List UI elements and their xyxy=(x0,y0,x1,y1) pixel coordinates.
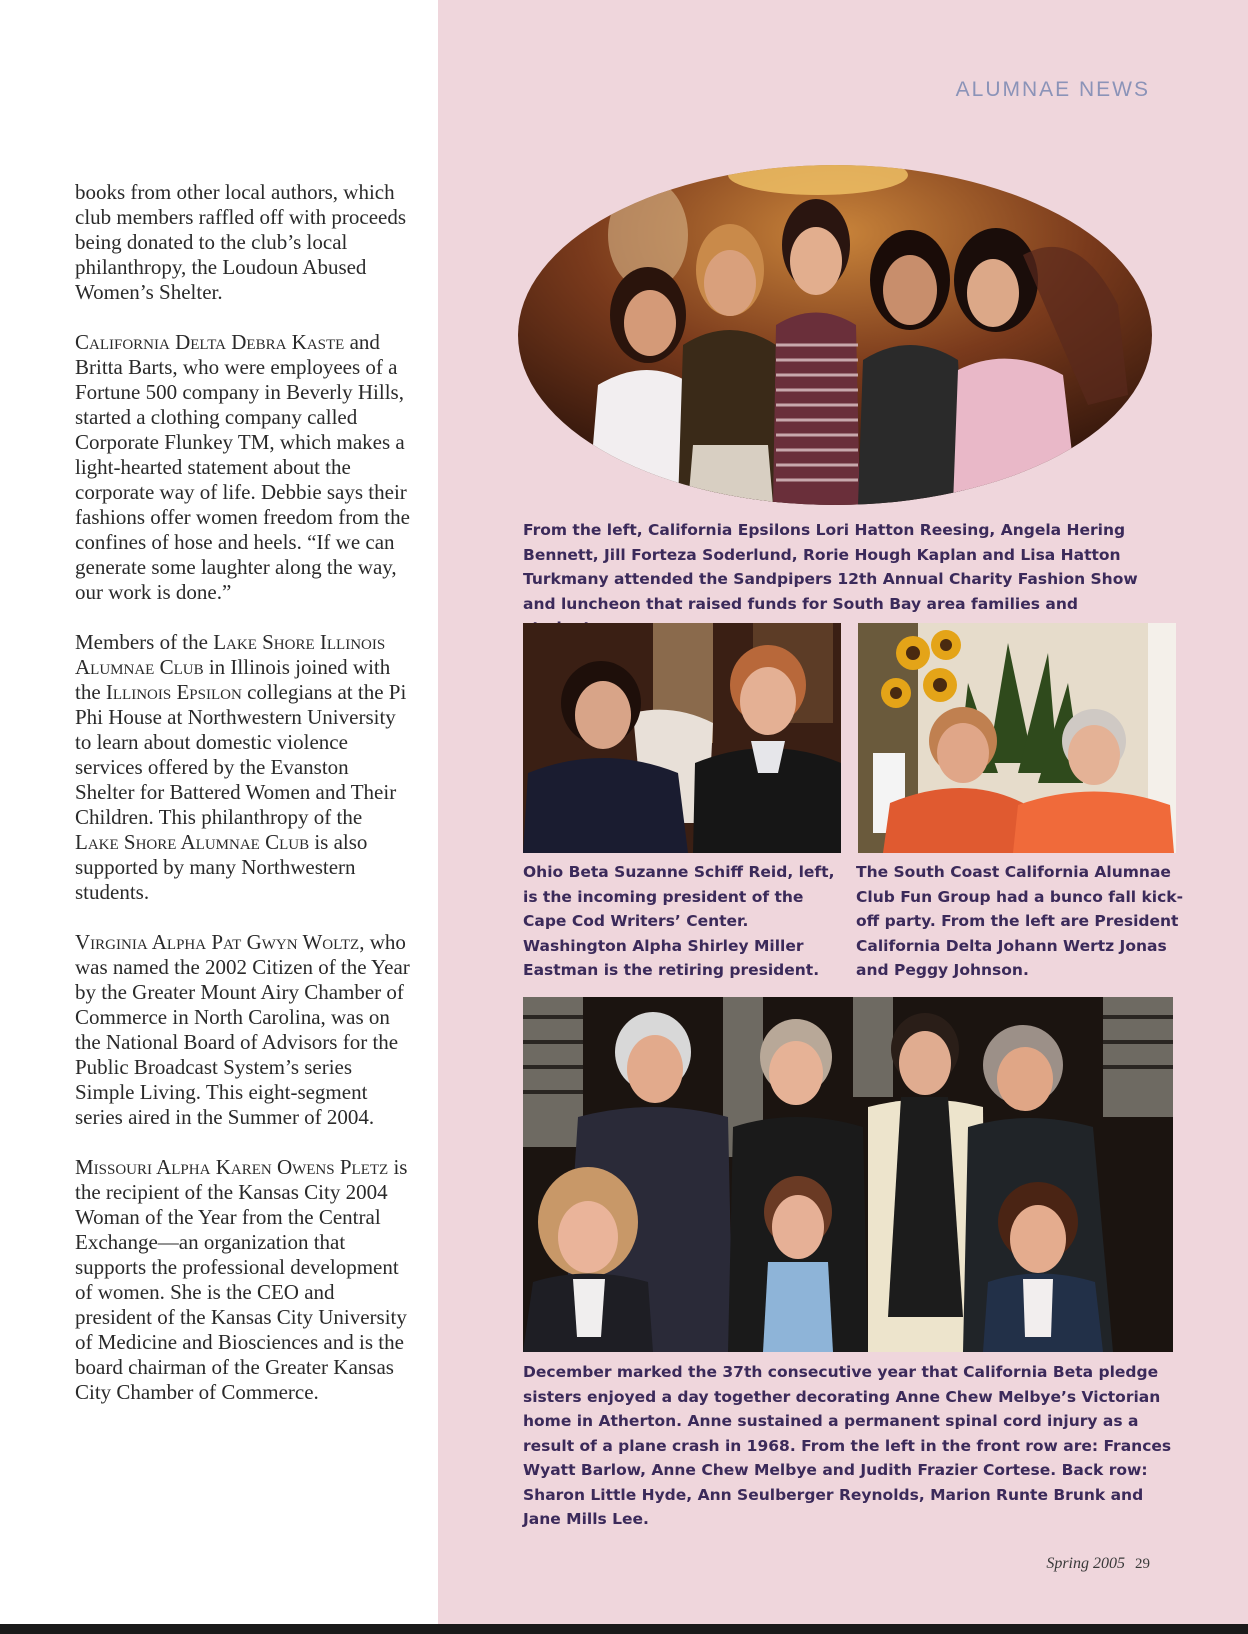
section-title: ALUMNAE NEWS xyxy=(955,78,1150,101)
paragraph-lake-shore: Members of the Lake Shore Illinois Alumnae Club in Illinois joined with the Illinois Epsilon collegians at the Pi Phi House at Northwestern University to learn about domestic violence services offered by the Evanston Shelter for Battered Women and Their Children. This philanthropy of the Lake Shore Alumnae Club is also supported by many Northwestern students. xyxy=(75,630,407,904)
photo-ohio-beta xyxy=(523,623,841,853)
caption-south-coast: The South Coast California Alumnae Club Fun Group had a bunco fall kick-off party. From the left are President California Delta Johann Wertz Jonas and Peggy Johnson. xyxy=(856,863,1184,979)
page-footer xyxy=(900,1555,1150,1573)
name-lead: California Delta Debra Kaste xyxy=(75,330,345,354)
oval-group-photo xyxy=(518,165,1152,505)
paragraph-corporate-flunkey: California Delta Debra Kaste and Britta Barts, who were employees of a Fortune 500 company in Beverly Hills, started a clothing company called Corporate Flunkey TM, which makes a light-hearted statement about the corporate way of life. Debbie says their fashions offer women freedom from the confines of hose and heels. “If we can generate some laughter along the way, our work is done.” xyxy=(75,330,410,604)
left-column xyxy=(0,0,438,1634)
photo-south-coast xyxy=(858,623,1176,853)
caption-oval-photo: From the left, California Epsilons Lori Hatton Reesing, Angela Hering Bennett, Jill Forteza Soderlund, Rorie Hough Kaplan and Lisa Hatton Turkmany attended the Sandpipers 12th Annual Charity Fashion Show and luncheon that raised funds for South Bay area families and xyxy=(523,521,1138,613)
page-number: 29 xyxy=(1135,1556,1150,1572)
photo-california-beta xyxy=(523,997,1173,1352)
paragraph-loudoun: books from other local authors, which club members raffled off with proceeds being donated to the club’s local philanthropy, the Loudoun Abused Women’s Shelter. xyxy=(75,180,407,304)
caption-ohio-beta: Ohio Beta Suzanne Schiff Reid, left, is the incoming president of the Cape Cod Writers’ Center. Washington Alpha Shirley Miller Eastman is the retiring president. xyxy=(523,863,835,979)
issue-season: Spring 2005 xyxy=(1046,1555,1125,1572)
bottom-edge-bar xyxy=(0,1624,1248,1634)
paragraph-woltz: Virginia Alpha Pat Gwyn Woltz, who was named the 2002 Citizen of the Year by the Greater Mount Airy Chamber of Commerce in North Carolina, was on the National Board of Advisors for the Public Broadcast System’s series Simple Living. This eight-segment series aired in the Summer of 2004. xyxy=(75,930,410,1129)
article-text xyxy=(75,180,410,1430)
caption-california-beta: December marked the 37th consecutive year that California Beta pledge sisters enjoyed a day together decorating Anne Chew Melbye’s Victorian home in Atherton. Anne sustained a permanent spinal cord injury as a result of a plane crash in 1968. From the left in the front row are: Frances Wyatt Barlow, Anne Chew Melbye and Judith Frazier Cortese. Back row: Sharon Little Hyde, Ann Seulberger Reynolds, Marion Runte Brunk and Jane Mills Lee. xyxy=(523,1363,1172,1528)
name-lead: Virginia Alpha Pat Gwyn Woltz, xyxy=(75,930,365,954)
name-lead: Missouri Alpha Karen Owens Pletz xyxy=(75,1155,389,1179)
paragraph-pletz: Missouri Alpha Karen Owens Pletz is the recipient of the Kansas City 2004 Woman of the Year from the Central Exchange—an organization that supports the professional development of women. She is the CEO and president of the Kansas City University of Medicine and Biosciences and is the board chairman of the Greater Kansas City Chamber of Commerce. xyxy=(75,1155,408,1404)
